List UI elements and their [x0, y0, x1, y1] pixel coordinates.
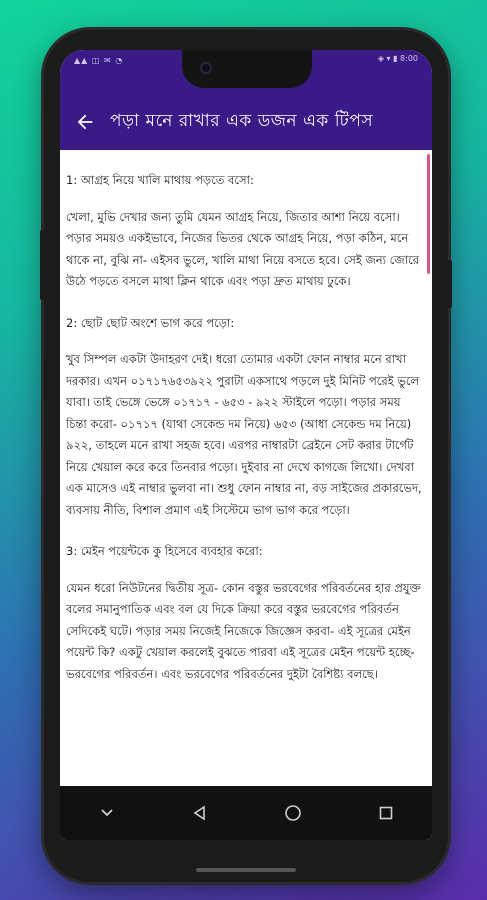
app-bar [60, 94, 432, 150]
tip-heading: 2: ছোট ছোট অংশে ভাগ করে পড়ো: [66, 315, 235, 330]
tip-heading: 1: আগ্রহ নিয়ে খালি মাথায় পড়তে বসো: [66, 173, 254, 187]
tip-section-1 [66, 170, 422, 293]
front-camera-icon [200, 62, 212, 74]
tip-body: যেমন ধরো নিউটনের দ্বিতীয় সূত্র- কোন বস্তুর ভরবেগের পরিবর্তনের হার প্রযুক্ত বলের সমানুপাতিক এবং বল যে দিকে ক্রিয়া করে বস্তুর ভরবেগের পরিবর্তন সেদিকেই ঘটে। পড়ার সময় নিজেই নিজেকে জিজ্ঞেস করবা- এই সূত্রের মেইন পয়েন্ট কি? একটু খেয়াল করলেই বুঝতে পারবা এই সূত্রের মেইন পয়েন্ট হচ্ছে- ভরবেগের পরিবর্তন। এবং ভরবেগের পরিবর্তনের দুইটা বৈশিষ্ট্য বলছে। [66, 580, 421, 681]
chevron-down-icon[interactable] [95, 801, 119, 825]
screen [60, 50, 432, 840]
tip-section-2 [66, 313, 422, 522]
article-content[interactable] [60, 150, 432, 786]
scroll-indicator[interactable] [427, 154, 430, 274]
arrow-left-icon[interactable] [74, 111, 96, 133]
tip-heading: 3: মেইন পয়েন্টকে কু হিসেবে ব্যবহার করো: [66, 544, 263, 558]
phone-frame [44, 30, 448, 882]
tip-section-3 [66, 541, 422, 685]
recents-square-icon[interactable] [374, 801, 398, 825]
system-nav-bar [60, 786, 432, 840]
status-left-icons: ▲▲ ◫ ✉ ◔ [74, 56, 124, 65]
bottom-speaker-grille [196, 868, 296, 872]
tip-body: খেলা, মুভি দেখার জন্য তুমি যেমন আগ্রহ নিয়ে, জিতার আশা নিয়ে বসো। পড়ার সময়ও একইভাবে, নিজের ভিতর থেকে আগ্রহ নিয়ে, পড়া কঠিন, মনে থাকে না, বুঝি না- এইসব ভুলে, খালি মাথা নিয়ে বসতে হবে। সেই জন্য জোরে উঠে পড়তে বসলে মাথা ক্লিন থাকে এবং পড়া দ্রুত মাথায় ঢুকে। [66, 209, 419, 288]
page-title: পড়া মনে রাখার এক ডজন এক টিপস [110, 111, 374, 131]
home-circle-icon[interactable] [281, 801, 305, 825]
camera-notch [182, 50, 312, 88]
back-triangle-icon[interactable] [188, 801, 212, 825]
status-bar [60, 50, 432, 94]
tip-body: খুব সিম্পল একটা উদাহরণ দেই। ধরো তোমার একটা ফোন নাম্বার মনে রাখা দরকার। এখন ০১৭১৭৬৫৩৯২২ পুরাটা একসাথে পড়লে দুই মিনিট পরেই ভুলে যাবা। তাই ভেঙ্গে ভেঙ্গে ০১৭১৭ - ৬৫৩ - ৯২২ স্টাইলে পড়ো। পড়ার সময় চিন্তা করো- ০১৭১৭ (যাথা সেকেন্ড দম নিয়ে) ৬৫৩ (আধা সেকেন্ড দম নিয়ে) ৯২২, তাহলে মনে রাখা সহজ হবে। এরপর নাম্বারটা ব্রেইনে সেট করার টার্গেট নিয়ে খেয়াল করে করে তিনবার পড়ো। দুইবার না দেখে কাগজে লিখো। দেখবা এক মাসেও এই নাম্বার ভুলবা না। শুধু ফোন নাম্বার না, বড় সাইজের প্রকারভেদ, ব্যবসায় নীতি, বিশাল প্রমাণ এই সিস্টেমে ভাগ ভাগ করে পড়ো। [66, 352, 422, 517]
power-button [447, 260, 452, 308]
volume-button [40, 230, 45, 300]
status-right-icons: ◈ ▾ ▮ 8:00 [377, 54, 418, 63]
